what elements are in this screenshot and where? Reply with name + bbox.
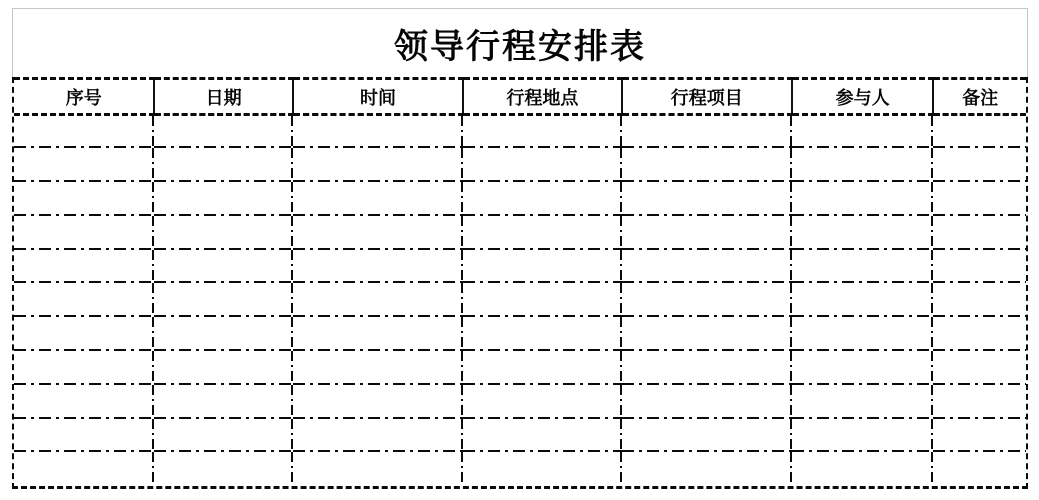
table-cell[interactable]: [154, 452, 292, 486]
table-cell[interactable]: [933, 452, 1026, 486]
table-row: [14, 250, 1026, 284]
table-cell[interactable]: [622, 182, 792, 216]
table-cell[interactable]: [154, 317, 292, 351]
table-row: [14, 182, 1026, 216]
table-cell[interactable]: [933, 115, 1026, 149]
table-cell[interactable]: [463, 115, 621, 149]
table-cell[interactable]: [933, 148, 1026, 182]
table-row: [14, 148, 1026, 182]
table-cell[interactable]: [293, 283, 463, 317]
table-cell[interactable]: [293, 115, 463, 149]
table-cell[interactable]: [792, 283, 933, 317]
table-cell[interactable]: [154, 283, 292, 317]
table-row: [14, 452, 1026, 486]
table-cell[interactable]: [14, 419, 154, 453]
table-cell[interactable]: [293, 351, 463, 385]
table-cell[interactable]: [622, 452, 792, 486]
table-row: [14, 351, 1026, 385]
table-cell[interactable]: [933, 250, 1026, 284]
table-frame: [12, 77, 1028, 489]
table-cell[interactable]: [14, 452, 154, 486]
title-box: [12, 8, 1028, 77]
table-cell[interactable]: [154, 419, 292, 453]
table-cell[interactable]: [293, 250, 463, 284]
column-header-4: 行程地点: [463, 79, 621, 115]
table-cell[interactable]: [792, 115, 933, 149]
table-cell[interactable]: [14, 283, 154, 317]
table-cell[interactable]: [154, 182, 292, 216]
table-cell[interactable]: [622, 351, 792, 385]
table-row: [14, 385, 1026, 419]
table-cell[interactable]: [154, 216, 292, 250]
table-body: [14, 115, 1026, 487]
table-cell[interactable]: [792, 385, 933, 419]
table-cell[interactable]: [792, 452, 933, 486]
table-cell[interactable]: [933, 317, 1026, 351]
table-cell[interactable]: [933, 283, 1026, 317]
table-cell[interactable]: [622, 250, 792, 284]
header-row: [14, 79, 1026, 115]
table-cell[interactable]: [463, 182, 621, 216]
table-cell[interactable]: [154, 115, 292, 149]
table-cell[interactable]: [792, 419, 933, 453]
table-cell[interactable]: [622, 419, 792, 453]
table-cell[interactable]: [792, 148, 933, 182]
column-header-6: 参与人: [792, 79, 933, 115]
table-cell[interactable]: [293, 317, 463, 351]
table-row: [14, 419, 1026, 453]
column-header-1: 序号: [14, 79, 154, 115]
table-cell[interactable]: [14, 317, 154, 351]
table-cell[interactable]: [622, 148, 792, 182]
page-title: 领导行程安排表: [394, 27, 646, 66]
table-cell[interactable]: [463, 250, 621, 284]
table-row: [14, 317, 1026, 351]
schedule-table: [14, 77, 1026, 486]
table-cell[interactable]: [622, 216, 792, 250]
table-cell[interactable]: [14, 115, 154, 149]
table-cell[interactable]: [792, 351, 933, 385]
table-cell[interactable]: [933, 385, 1026, 419]
table-cell[interactable]: [933, 419, 1026, 453]
table-cell[interactable]: [293, 385, 463, 419]
table-cell[interactable]: [154, 385, 292, 419]
table-cell[interactable]: [14, 216, 154, 250]
table-cell[interactable]: [154, 148, 292, 182]
table-cell[interactable]: [792, 182, 933, 216]
table-cell[interactable]: [622, 283, 792, 317]
table-cell[interactable]: [463, 452, 621, 486]
table-row: [14, 216, 1026, 250]
table-cell[interactable]: [293, 182, 463, 216]
column-header-3: 时间: [293, 79, 463, 115]
table-row: [14, 115, 1026, 149]
table-cell[interactable]: [933, 351, 1026, 385]
table-cell[interactable]: [14, 250, 154, 284]
table-cell[interactable]: [293, 419, 463, 453]
table-cell[interactable]: [622, 115, 792, 149]
column-header-2: 日期: [154, 79, 292, 115]
table-cell[interactable]: [463, 148, 621, 182]
table-cell[interactable]: [792, 216, 933, 250]
table-cell[interactable]: [463, 317, 621, 351]
table-cell[interactable]: [622, 385, 792, 419]
table-cell[interactable]: [463, 283, 621, 317]
table-cell[interactable]: [792, 250, 933, 284]
table-cell[interactable]: [463, 419, 621, 453]
column-header-7: 备注: [933, 79, 1026, 115]
table-cell[interactable]: [622, 317, 792, 351]
column-header-5: 行程项目: [622, 79, 792, 115]
table-cell[interactable]: [14, 148, 154, 182]
table-cell[interactable]: [14, 385, 154, 419]
schedule-sheet: [12, 8, 1028, 489]
table-cell[interactable]: [14, 182, 154, 216]
table-cell[interactable]: [293, 148, 463, 182]
table-cell[interactable]: [293, 452, 463, 486]
table-cell[interactable]: [463, 216, 621, 250]
table-cell[interactable]: [293, 216, 463, 250]
table-cell[interactable]: [933, 182, 1026, 216]
table-cell[interactable]: [792, 317, 933, 351]
table-cell[interactable]: [463, 385, 621, 419]
table-cell[interactable]: [14, 351, 154, 385]
table-cell[interactable]: [154, 351, 292, 385]
table-cell[interactable]: [933, 216, 1026, 250]
table-row: [14, 283, 1026, 317]
table-cell[interactable]: [154, 250, 292, 284]
table-cell[interactable]: [463, 351, 621, 385]
